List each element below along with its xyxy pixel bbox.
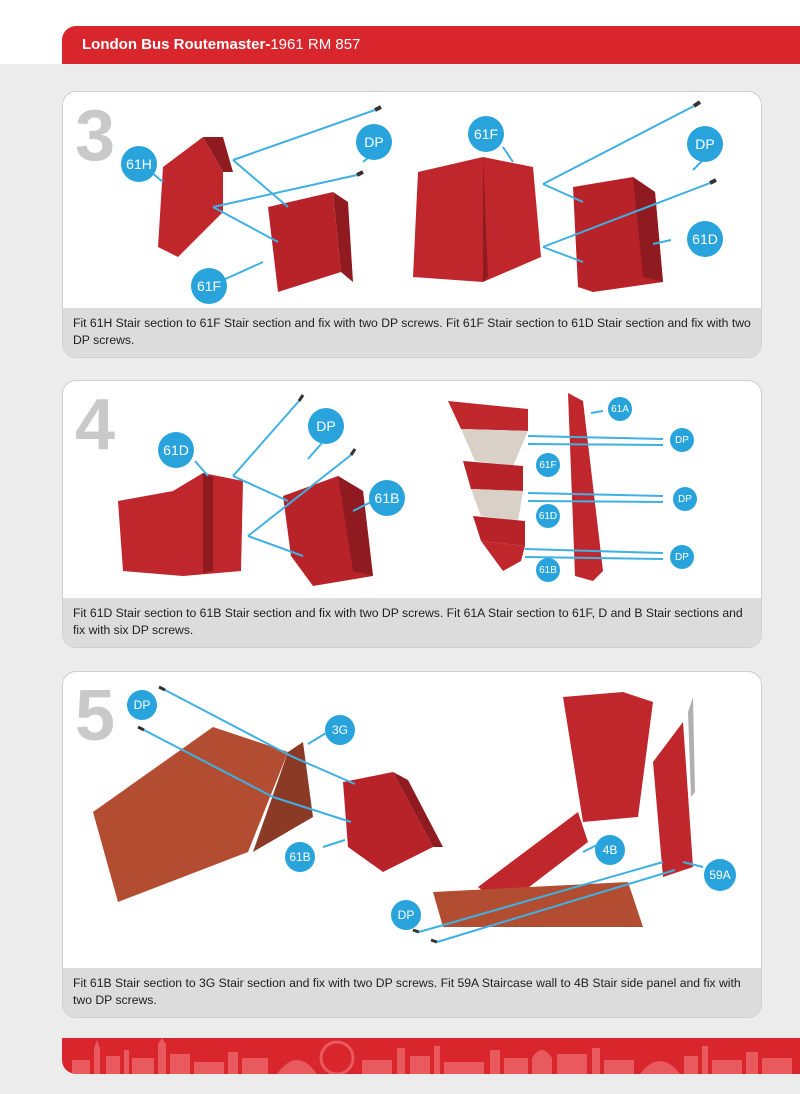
step-4-panel (62, 380, 762, 648)
part-label-61f: 61F (191, 268, 227, 304)
part-59a-shape (653, 722, 693, 877)
part-label-dp: DP (127, 690, 157, 720)
footer-bar (62, 1038, 800, 1074)
step-4-caption: Fit 61D Stair section to 61B Stair section and fix with two DP screws. Fit 61A Stair section to 61F, D and B Stair sections and fix with six DP screws. (63, 598, 761, 647)
part-label-61f: 61F (468, 116, 504, 152)
part-label-4b: 4B (595, 835, 625, 865)
part-61b-shape (343, 772, 433, 872)
part-label-61h: 61H (121, 146, 157, 182)
step-3-caption: Fit 61H Stair section to 61F Stair section and fix with two DP screws. Fit 61F Stair section to 61D Stair section and fix with two DP screws. (63, 308, 761, 357)
part-label-61b: 61B (285, 842, 315, 872)
step-number: 5 (75, 676, 116, 756)
part-label-3g: 3G (325, 715, 355, 745)
title-bold: London Bus Routemaster- (82, 36, 271, 53)
part-label-dp: DP (670, 545, 694, 569)
part-61f-shape (448, 401, 528, 431)
step-number: 3 (75, 96, 116, 176)
header-bar (62, 26, 800, 64)
london-skyline-icon (62, 1038, 800, 1074)
part-61h-shape (158, 137, 223, 257)
step-5-caption: Fit 61B Stair section to 3G Stair section and fix with two DP screws. Fit 59A Staircase wall to 4B Stair side panel and fix with two DP screws. (63, 968, 761, 1017)
step-5-panel (62, 671, 762, 1018)
part-label-61f: 61F (536, 453, 560, 477)
part-label-dp: DP (308, 408, 344, 444)
part-61f-left-shape (268, 192, 341, 292)
part-label-dp: DP (356, 124, 392, 160)
title-regular: 1961 RM 857 (270, 36, 361, 53)
part-label-61d: 61D (158, 432, 194, 468)
page-title (82, 36, 360, 53)
part-label-dp: DP (391, 900, 421, 930)
part-label-61a: 61A (608, 397, 632, 421)
step-number: 4 (75, 385, 116, 465)
step-3-illustration (63, 92, 761, 314)
part-label-61b: 61B (536, 558, 560, 582)
part-label-59a: 59A (704, 859, 736, 891)
step-4-illustration (63, 381, 761, 603)
part-label-dp: DP (670, 428, 694, 452)
part-label-dp: DP (673, 487, 697, 511)
step-3-panel (62, 91, 762, 358)
part-61a-shape (568, 393, 603, 581)
part-61f-right-shape (413, 157, 541, 282)
part-label-61d: 61D (687, 221, 723, 257)
part-61d-shape (118, 473, 243, 576)
part-label-61d: 61D (536, 504, 560, 528)
part-label-dp: DP (687, 126, 723, 162)
part-label-61b: 61B (369, 480, 405, 516)
